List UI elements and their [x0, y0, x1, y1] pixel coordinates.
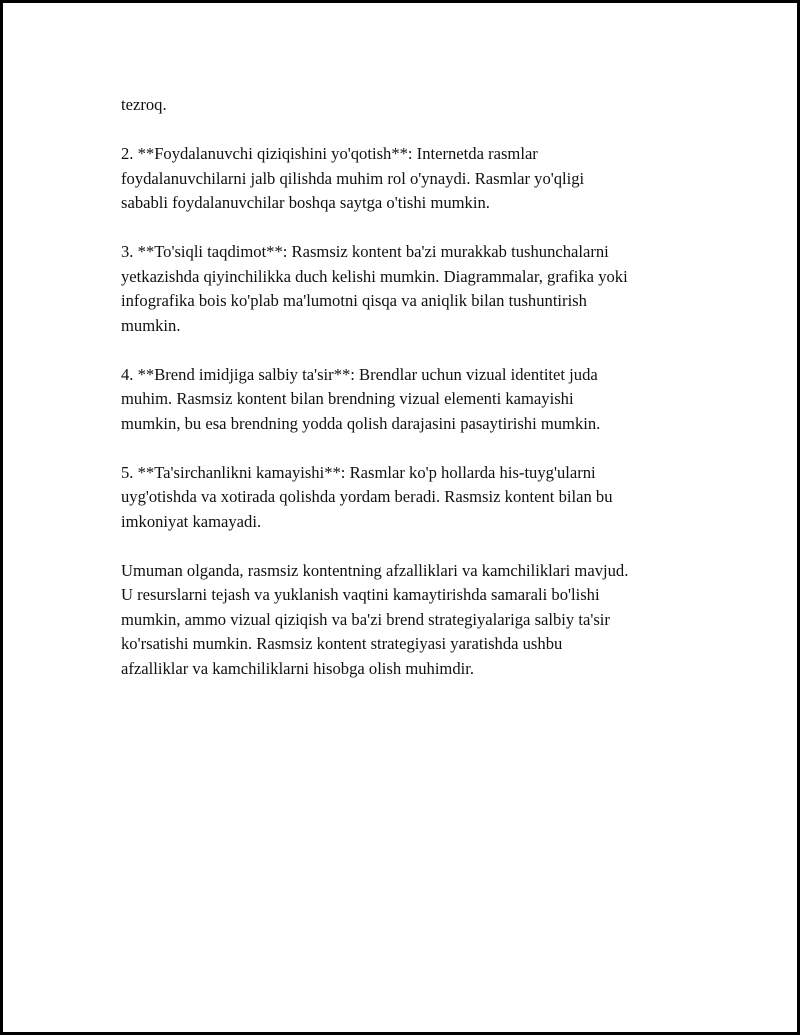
- paragraph-point-2: 2. **Foydalanuvchi qiziqishini yo'qotish**: Internetda rasmlar foydalanuvchilarni jalb qilishda muhim rol o'ynaydi. Rasmlar yo'qligi sababli foydalanuvchilar boshqa saytga o'tishi mumkin.: [121, 144, 585, 212]
- paragraph-point-3: 3. **To'siqli taqdimot**: Rasmsiz kontent ba'zi murakkab tushunchalarni yetkazishda qiyinchilikka duch kelishi mumkin. Diagrammalar, grafika yoki infografika bois ko'plab ma'lumotni qisqa va aniqlik bilan tushuntirish mumkin.: [121, 242, 628, 335]
- paragraph-point-5: 5. **Ta'sirchanlikni kamayishi**: Rasmlar ko'p hollarda his-tuyg'ularni uyg'otishda va xotirada qolishda yordam beradi. Rasmsiz kontent bilan bu imkoniyat kamayadi.: [121, 462, 613, 531]
- paragraph-conclusion: Umuman olganda, rasmsiz kontentning afzalliklari va kamchiliklari mavjud. U resurslarni tejash va yuklanish vaqtini kamaytirishda samarali bo'lishi mumkin, ammo vizual qiziqish va ba'zi brend strategiyalariga salbiy ta'sir ko'rsatishi mumkin. Rasmsiz kontent strategiyasi yaratishda ushbu afzalliklar va kamchiliklarni hisobga olish muhimdir.: [121, 560, 629, 678]
- document-body: [121, 93, 711, 706]
- paragraph-point-4: 4. **Brend imidjiga salbiy ta'sir**: Brendlar uchun vizual identitet juda muhim. Rasmsiz kontent bilan brendning vizual elementi kamayishi mumkin, bu esa brendning yodda qolish darajasini pasaytirishi mumkin.: [121, 364, 601, 433]
- paragraph-continuation: tezroq.: [121, 95, 167, 114]
